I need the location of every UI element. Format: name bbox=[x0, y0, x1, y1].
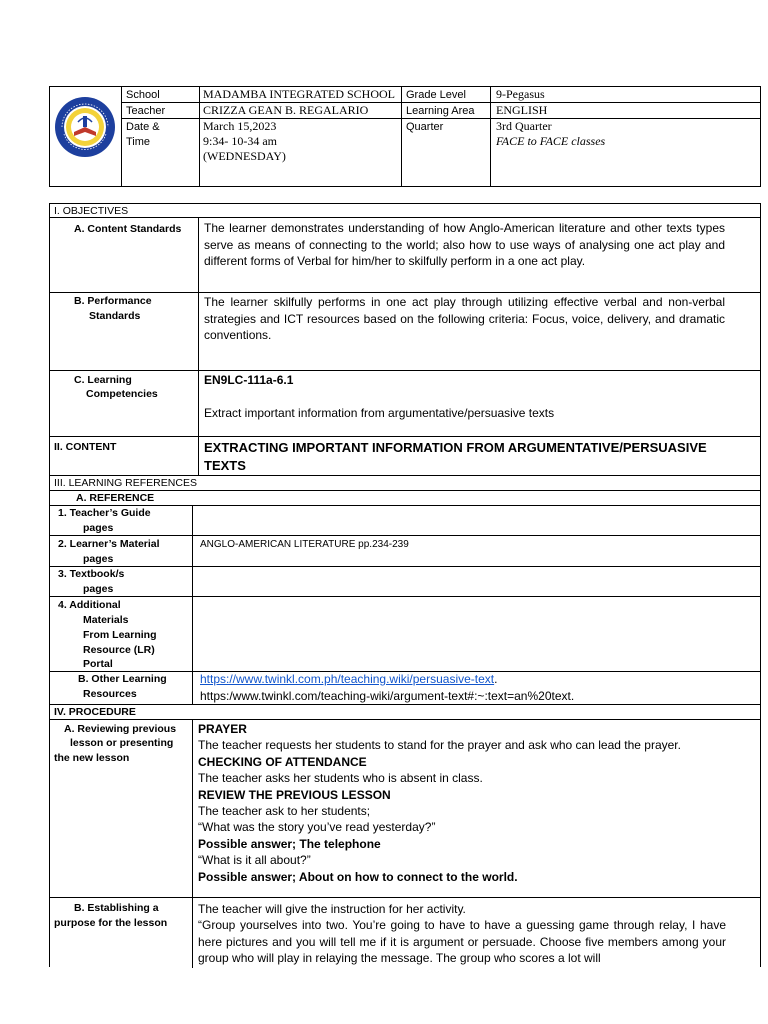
time-value: 9:34- 10-34 am bbox=[203, 134, 277, 148]
class-mode: FACE to FACE classes bbox=[496, 134, 606, 148]
time-label: Time bbox=[126, 136, 151, 148]
procedure-line: “What is it all about?” bbox=[198, 853, 311, 868]
other-resources-label-2: Resources bbox=[83, 688, 137, 700]
area-label: Learning Area bbox=[406, 105, 475, 117]
additional-materials-label-2: Materials bbox=[83, 614, 129, 626]
teacher-value: CRIZZA GEAN B. REGALARIO bbox=[203, 103, 369, 117]
procedure-line: The teacher ask to her students; bbox=[198, 804, 371, 818]
establishing-label: B. Establishing a bbox=[74, 902, 159, 914]
establishing-text-1: The teacher will give the instruction for her activity. bbox=[198, 902, 466, 916]
objectives-heading: I. OBJECTIVES bbox=[54, 205, 129, 217]
performance-standards-label: B. Performance bbox=[74, 295, 152, 307]
teachers-guide-label: 1. Teacher’s Guide bbox=[58, 507, 151, 519]
reviewing-label-2: lesson or presenting bbox=[70, 737, 174, 749]
reference-label: A. REFERENCE bbox=[76, 492, 155, 504]
quarter-label: Quarter bbox=[406, 121, 444, 133]
learning-competencies-label: C. Learning bbox=[74, 374, 132, 386]
performance-standards-label-2: Standards bbox=[89, 310, 141, 322]
content-heading: II. CONTENT bbox=[54, 441, 117, 453]
teacher-label: Teacher bbox=[126, 105, 166, 117]
learning-competencies-label-2: Competencies bbox=[86, 388, 158, 400]
procedure-subheading: Possible answer; About on how to connect to the world. bbox=[198, 869, 518, 884]
procedure-line: The teacher asks her students who is absent in class. bbox=[198, 771, 483, 786]
lesson-plan-table bbox=[49, 203, 761, 967]
content-title: EXTRACTING IMPORTANT INFORMATION FROM ARGUMENTATIVE/PERSUASIVE TEXTS bbox=[204, 440, 707, 473]
procedure-subheading: PRAYER bbox=[198, 722, 247, 736]
date-label: Date & bbox=[126, 121, 160, 133]
reviewing-label: A. Reviewing previous bbox=[64, 723, 177, 735]
performance-standards-text: The learner skilfully performs in one act play through utilizing effective verbal and non-verbal strategies and ICT resources based on the following criteria: Focus, voice, delivery, and dramatic conventions. bbox=[204, 295, 725, 342]
learners-material-label-2: pages bbox=[83, 553, 114, 565]
grade-value: 9-Pegasus bbox=[496, 87, 545, 101]
area-value: ENGLISH bbox=[496, 103, 548, 117]
content-standards-text: The learner demonstrates understanding of how Anglo-American literature and other texts types serve as means of connecting to the world; also how to use ways of analysing one act play and different forms of Verbal for him/her to skilfully perform in a one act play. bbox=[204, 221, 725, 268]
textbook-label-2: pages bbox=[83, 583, 114, 595]
additional-materials-label-4: Resource (LR) bbox=[83, 644, 155, 656]
reference-link-1-wrap bbox=[200, 671, 497, 688]
teachers-guide-label-2: pages bbox=[83, 522, 114, 534]
date-value: March 15,2023 bbox=[203, 119, 277, 133]
establishing-text-2: “Group yourselves into two. You’re going to have to have a guessing game through relay, I have here pictures and you will tell me if it is argument or persuade. Choose five members among your group who will play in relaying the message. The group who scores a lot will bbox=[198, 918, 726, 965]
learners-material-label: 2. Learner’s Material bbox=[58, 538, 160, 550]
additional-materials-label: 4. Additional bbox=[58, 599, 121, 611]
additional-materials-label-5: Portal bbox=[83, 658, 113, 670]
procedure-line: “What was the story you’ve read yesterday?” bbox=[198, 820, 436, 835]
establishing-label-2: purpose for the lesson bbox=[54, 917, 168, 929]
school-value: MADAMBA INTEGRATED SCHOOL bbox=[203, 87, 396, 101]
reference-link-2[interactable]: https:/www.twinkl.com/teaching-wiki/argument-text#:~:text=an%20text. bbox=[200, 689, 575, 703]
procedure-line: The teacher requests her students to stand for the prayer and ask who can lead the prayer. bbox=[198, 738, 681, 753]
procedure-subheading: CHECKING OF ATTENDANCE bbox=[198, 754, 367, 769]
learners-material-value: ANGLO-AMERICAN LITERATURE pp.234-239 bbox=[200, 539, 409, 550]
additional-materials-label-3: From Learning bbox=[83, 629, 157, 641]
reference-link-1-suffix: . bbox=[494, 672, 498, 686]
other-resources-label: B. Other Learning bbox=[78, 673, 167, 685]
competency-code: EN9LC-111a-6.1 bbox=[204, 373, 294, 387]
school-logo bbox=[54, 92, 116, 162]
references-heading: III. LEARNING REFERENCES bbox=[54, 477, 197, 489]
competency-text: Extract important information from argumentative/persuasive texts bbox=[204, 406, 555, 420]
procedure-subheading: Possible answer; The telephone bbox=[198, 836, 381, 851]
reference-link-1[interactable]: https://www.twinkl.com.ph/teaching.wiki/persuasive-text bbox=[200, 672, 495, 686]
procedure-subheading: REVIEW THE PREVIOUS LESSON bbox=[198, 787, 391, 802]
school-label: School bbox=[126, 89, 160, 101]
grade-label: Grade Level bbox=[406, 89, 466, 101]
header-table bbox=[49, 86, 761, 187]
content-standards-label: A. Content Standards bbox=[74, 223, 182, 235]
day-value: (WEDNESDAY) bbox=[203, 149, 286, 163]
reviewing-label-3: the new lesson bbox=[54, 752, 130, 764]
procedure-heading: IV. PROCEDURE bbox=[54, 706, 136, 718]
quarter-value: 3rd Quarter bbox=[496, 119, 552, 133]
textbook-label: 3. Textbook/s bbox=[58, 568, 125, 580]
